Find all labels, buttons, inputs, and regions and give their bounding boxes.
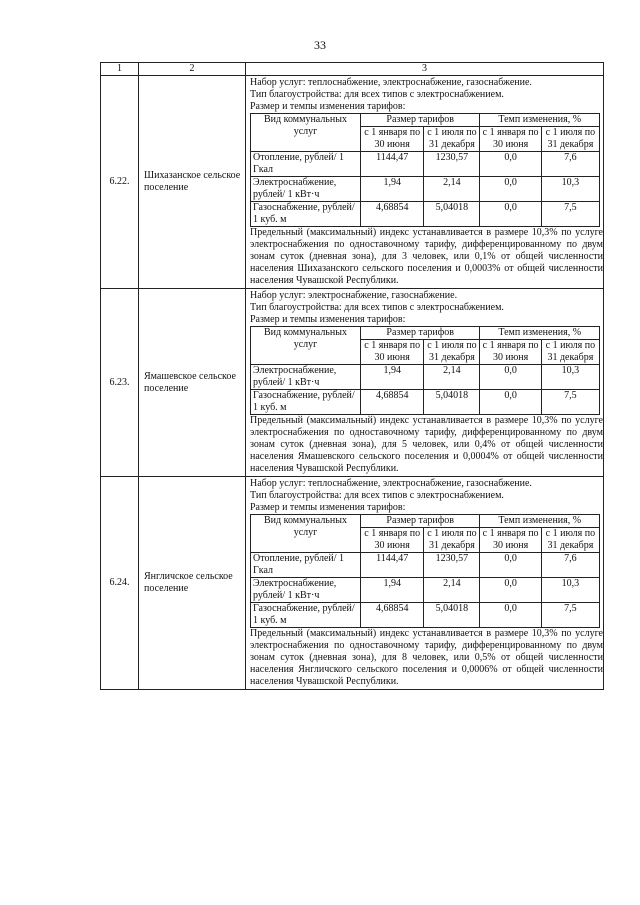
settlement-name: Янгличское сельское поселение: [139, 477, 246, 690]
period-header: с 1 июля по 31 декабря: [424, 127, 480, 152]
tariff-row: [251, 365, 600, 390]
tariff-caption: Размер и темпы изменения тарифов:: [250, 101, 406, 112]
tariff-content: [246, 477, 604, 690]
tariff-subtable: [250, 326, 600, 415]
tariff-row: [251, 152, 600, 177]
column-number-row: [101, 63, 604, 76]
tariff-caption: Размер и темпы изменения тарифов:: [250, 502, 406, 513]
rate-value: 7,5: [541, 603, 599, 628]
rate-value: 7,6: [541, 152, 599, 177]
max-index-note: Предельный (максимальный) индекс устанавливается в размере 10,3% по услуге электроснабжения по одноставочному тарифу, дифференцированному по двум зонам суток (дневная зона), для 5 человек, или 0,4% от общей численности населения Ямашевского сельского поселения и 0,0004% от общей численности населения Чувашской Республики.: [250, 415, 603, 474]
column-header: 1: [101, 63, 139, 76]
service-type-header: Вид коммунальных услуг: [251, 114, 361, 152]
change-rate-header: Темп изменения, %: [480, 114, 600, 127]
subtable-header-row: [251, 327, 600, 340]
period-header: с 1 января по 30 июня: [480, 528, 541, 553]
tariff-row: [251, 553, 600, 578]
tariff-row: [251, 202, 600, 227]
period-header: с 1 июля по 31 декабря: [424, 528, 480, 553]
rate-value: 7,6: [541, 553, 599, 578]
row-number: 6.24.: [101, 477, 139, 690]
tariff-value: 5,04018: [424, 390, 480, 415]
tariff-value: 1,94: [360, 578, 423, 603]
period-header: с 1 июля по 31 декабря: [541, 340, 599, 365]
services-line: Набор услуг: теплоснабжение, электроснабжение, газоснабжение.: [250, 77, 532, 88]
period-header: с 1 января по 30 июня: [360, 528, 423, 553]
service-name: Газоснабжение, рублей/ 1 куб. м: [251, 603, 361, 628]
settlement-name: Ямашевское сельское поселение: [139, 289, 246, 477]
table-row: [101, 289, 604, 477]
tariff-value: 5,04018: [424, 202, 480, 227]
period-header: с 1 января по 30 июня: [360, 340, 423, 365]
page-number: 33: [314, 38, 326, 52]
tariff-value: 1144,47: [360, 152, 423, 177]
tariff-value: 4,68854: [360, 390, 423, 415]
tariff-size-header: Размер тарифов: [360, 114, 479, 127]
column-header: 2: [139, 63, 246, 76]
tariff-size-header: Размер тарифов: [360, 327, 479, 340]
services-line: Набор услуг: теплоснабжение, электроснабжение, газоснабжение.: [250, 478, 532, 489]
tariff-row: [251, 603, 600, 628]
tariff-value: 5,04018: [424, 603, 480, 628]
tariff-content: [246, 289, 604, 477]
max-index-note: Предельный (максимальный) индекс устанавливается в размере 10,3% по услуге электроснабжения по одноставочному тарифу, дифференцированному по двум зонам суток (дневная зона), для 3 человек, или 0,1% от общей численности населения Шихазанского сельского поселения и 0,0003% от общей численности населения Чувашской Республики.: [250, 227, 603, 286]
tariff-subtable: [250, 113, 600, 227]
tariff-caption: Размер и темпы изменения тарифов:: [250, 314, 406, 325]
rate-value: 0,0: [480, 603, 541, 628]
rate-value: 0,0: [480, 553, 541, 578]
change-rate-header: Темп изменения, %: [480, 327, 600, 340]
table-row: [101, 76, 604, 289]
period-header: с 1 июля по 31 декабря: [424, 340, 480, 365]
service-name: Отопление, рублей/ 1 Гкал: [251, 152, 361, 177]
rate-value: 10,3: [541, 365, 599, 390]
rate-value: 10,3: [541, 177, 599, 202]
tariff-table: [100, 62, 604, 690]
rate-value: 0,0: [480, 578, 541, 603]
row-number: 6.23.: [101, 289, 139, 477]
rate-value: 0,0: [480, 365, 541, 390]
tariff-value: 1,94: [360, 177, 423, 202]
tariff-value: 4,68854: [360, 603, 423, 628]
tariff-value: 2,14: [424, 578, 480, 603]
max-index-note: Предельный (максимальный) индекс устанавливается в размере 10,3% по услуге электроснабжения по одноставочному тарифу, дифференцированному по двум зонам суток (дневная зона), для 8 человек, или 0,5% от общей численности населения Янгличского сельского поселения и 0,0006% от общей численности населения Чувашской Республики.: [250, 628, 603, 687]
improvement-line: Тип благоустройства: для всех типов с электроснабжением.: [250, 89, 504, 100]
table-row: [101, 477, 604, 690]
tariff-subtable: [250, 514, 600, 628]
rate-value: 7,5: [541, 390, 599, 415]
subtable-header-row: [251, 114, 600, 127]
period-header: с 1 июля по 31 декабря: [541, 528, 599, 553]
tariff-value: 1,94: [360, 365, 423, 390]
tariff-value: 2,14: [424, 177, 480, 202]
tariff-size-header: Размер тарифов: [360, 515, 479, 528]
service-name: Электроснабжение, рублей/ 1 кВт·ч: [251, 578, 361, 603]
rate-value: 0,0: [480, 202, 541, 227]
service-name: Отопление, рублей/ 1 Гкал: [251, 553, 361, 578]
row-number: 6.22.: [101, 76, 139, 289]
column-header: 3: [246, 63, 604, 76]
period-header: с 1 января по 30 июня: [480, 127, 541, 152]
tariff-value: 4,68854: [360, 202, 423, 227]
subtable-header-row: [251, 515, 600, 528]
tariff-content: [246, 76, 604, 289]
rate-value: 10,3: [541, 578, 599, 603]
service-name: Электроснабжение, рублей/ 1 кВт·ч: [251, 365, 361, 390]
period-header: с 1 июля по 31 декабря: [541, 127, 599, 152]
settlement-name: Шихазанское сельское поселение: [139, 76, 246, 289]
tariff-row: [251, 578, 600, 603]
service-name: Газоснабжение, рублей/ 1 куб. м: [251, 202, 361, 227]
change-rate-header: Темп изменения, %: [480, 515, 600, 528]
tariff-row: [251, 177, 600, 202]
tariff-row: [251, 390, 600, 415]
tariff-value: 1144,47: [360, 553, 423, 578]
service-name: Электроснабжение, рублей/ 1 кВт·ч: [251, 177, 361, 202]
service-name: Газоснабжение, рублей/ 1 куб. м: [251, 390, 361, 415]
improvement-line: Тип благоустройства: для всех типов с электроснабжением.: [250, 302, 504, 313]
tariff-value: 2,14: [424, 365, 480, 390]
rate-value: 0,0: [480, 390, 541, 415]
tariff-value: 1230,57: [424, 152, 480, 177]
tariff-value: 1230,57: [424, 553, 480, 578]
improvement-line: Тип благоустройства: для всех типов с электроснабжением.: [250, 490, 504, 501]
rate-value: 7,5: [541, 202, 599, 227]
rate-value: 0,0: [480, 177, 541, 202]
service-type-header: Вид коммунальных услуг: [251, 515, 361, 553]
services-line: Набор услуг: электроснабжение, газоснабжение.: [250, 290, 458, 301]
rate-value: 0,0: [480, 152, 541, 177]
period-header: с 1 января по 30 июня: [360, 127, 423, 152]
service-type-header: Вид коммунальных услуг: [251, 327, 361, 365]
period-header: с 1 января по 30 июня: [480, 340, 541, 365]
